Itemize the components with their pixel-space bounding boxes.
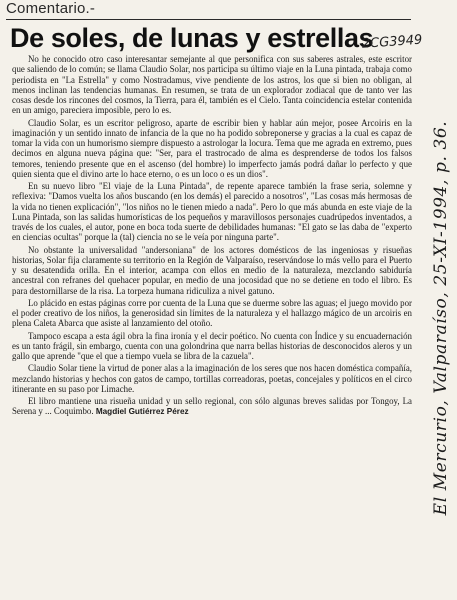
article-paragraph: Lo plácido en estas páginas corre por cuenta de la Luna que se duerme sobre las aguas; el juego movido por el poder creativo de los niños, la generosidad sin límites de la naturaleza y el hallazgo mágico de un arcoiris en plena Caleta Abarca que asiste al lanzamiento del otoño. [12,297,412,329]
handwritten-source-note [429,48,453,588]
article-paragraph: El libro mantiene una risueña unidad y un sello regional, con sólo algunas breves salidas por Tongoy, La Serena y ... Coquimbo. [12,396,412,417]
article-headline: De soles, de lunas y estrellas [10,23,374,53]
section-divider [6,19,411,20]
handwritten-archive-code: 2CG3949 [361,32,423,52]
article-paragraph: Claudio Solar tiene la virtud de poner alas a la imaginación de los seres que nos hacen doméstica compañía, mezclando historias y hechos con gatos de campo, tortillas correadoras, poetas, concejales y políticos en el circo itinerante en su paso por Limache. [12,363,412,394]
author-byline: Magdiel Gutiérrez Pérez [95,407,189,417]
article-paragraph: Claudio Solar, es un escritor peligroso, aparte de escribir bien y hablar aún mejor, posee Arcoiris en la imaginación y un sentido innato de infancia de la que no ha podido sobreponerse y gracias a la cual es capaz de tomar la vida con un humorismo siempre dispuesto a astrologar la locura. Tema que me agrada en extremo, pues decimos en alguna nueva página que: "Ser, para el trastrocado de alma es desprenderse de todos los falsos temores, teniendo presente que en el ascenso (del hombre) lo imperfecto jamás podrá dañar lo perfecto y que quien sienta que el divino arte lo hace eterno, o es un loco o es un dios". [12,117,412,179]
handwritten-source-text: El Mercurio, Valparaíso, 25-XI-1994, p. 36. [431,120,451,516]
article-last-paragraph [12,396,412,418]
section-label: Comentario.- [6,0,96,17]
article-paragraph: No obstante la universalidad "andersoniana" de los actores domésticos de las ingeniosas y risueñas historias, Solar fija claramente su territorio en la Región de Valparaíso, reservándose lo más vello para el Puerto y su desatendida orilla. En el interior, acampa con ellos en medio de la naturaleza, mezclando sabiduría ancestral con refranes del quehacer popular, en medio de una jocosidad que no se detiene en todo el libro. Es para destornillarse de la risa. La torpeza humana ridiculiza a nivel gatuno. [12,244,412,296]
article-paragraph: En su nuevo libro "El viaje de la Luna Pintada", de repente aparece también la frase seria, solemne y reflexiva: "Damos vuelta los años buscando (en los demás) el parecido a nosotros", "Las cosas más hermosas de la vida no tienen explicación", "los niños no le tienen miedo a nada". Pero lo que más abunda en este viaje de la Luna Pintada, son las salidas humorísticas de los pequeños y maravillosos personajes cuadrúpedos inventados, a través de los cuales, el autor, pone en boca toda suerte de debilidades humanas: "El gato se las daba de "experto en ciencias ocultas" porque la (tal) ciencia no se le veía por ninguna parte". [12,181,412,243]
article-body [12,54,412,594]
article-paragraph: Tampoco escapa a esta ágil obra la fina ironía y el decir poético. No cuenta con Índice y su encuadernación es un tanto frágil, sin embargo, cuenta con una golondrina que narra bellas historias de desconocidos aleros y un gallo que aprende "que el que a tiempo vuela se libra de la cazuela". [12,330,412,361]
article-paragraph: No he conocido otro caso interesantar semejante al que personifica con sus saberes astrales, este escritor que saliendo de lo común; se llama Claudio Solar, nos participa su último viaje en la Luna pintada, trabaja como periodista en "La Estrella" y como Nostradamus, vive pendiente de los astros, los que si bien no obligan, al menos inclinan las tendencias humanas. En resumen, se trata de un explorador zodiacal que de tanto ver las cosas desde los rincones del cosmos, la Tierra, para él, también es el Cielo. Tanta coincidencia estelar contenida en un amigo, pareciera imposible, pero lo es. [12,54,412,116]
